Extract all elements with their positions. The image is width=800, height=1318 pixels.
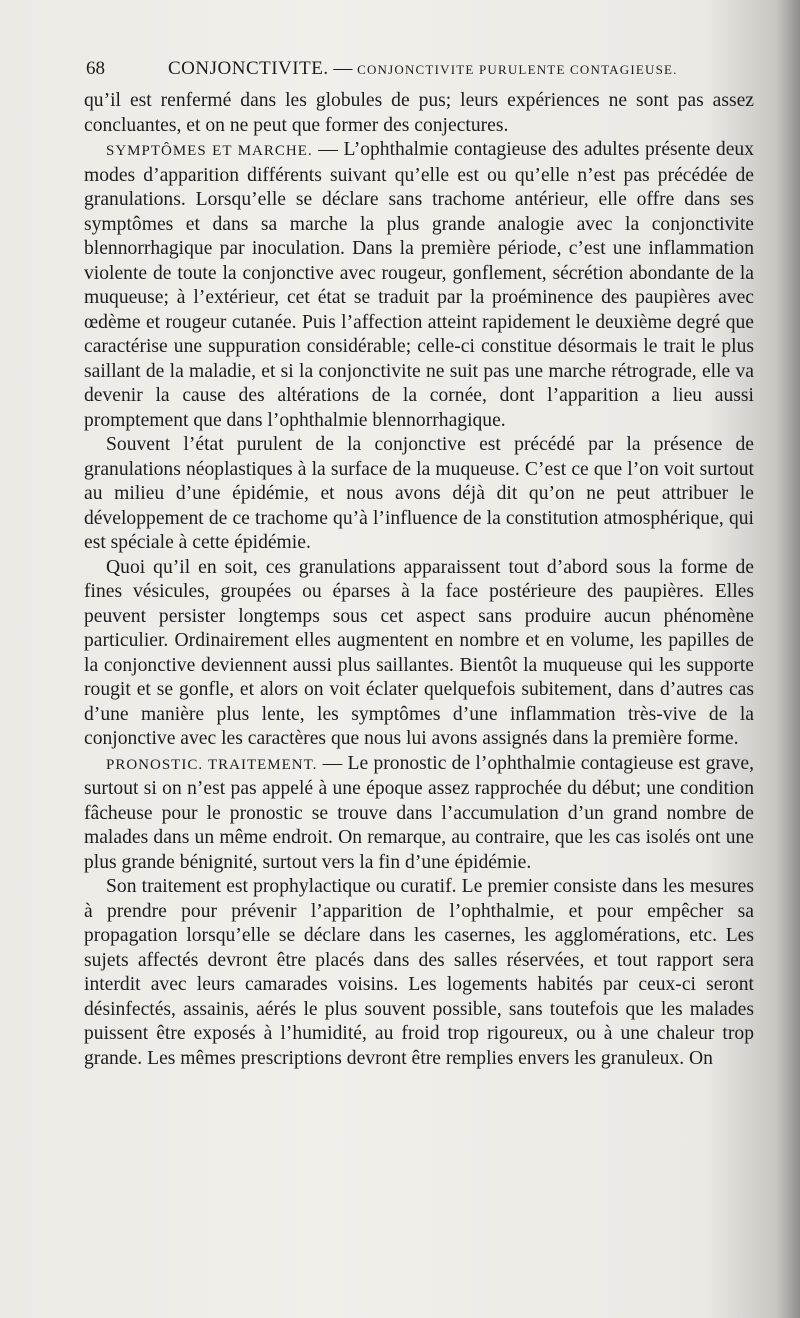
paragraph	[84, 138, 754, 433]
header-dash: —	[333, 58, 353, 79]
section-heading: PRONOSTIC. TRAITEMENT.	[106, 756, 318, 773]
page-number: 68	[86, 58, 105, 79]
running-header	[86, 58, 756, 80]
body-text	[84, 89, 754, 1071]
paragraph-text: qu’il est renfermé dans les globules de pus; leurs expériences ne sont pas assez concluantes, et on ne peut que former des conjectures.	[84, 90, 754, 136]
paragraph-text: Souvent l’état purulent de la conjonctive est précédé par la présence de granulations néoplastiques à la surface de la muqueuse. C’est ce que l’on voit surtout au milieu d’une épidémie, et nous avons déjà dit qu’on ne peut attribuer le développement de ce trachome qu’à l’influence de la constitution atmosphérique, qui est spéciale à cette épidémie.	[84, 434, 754, 553]
paragraph-text: — Le pronostic de l’ophthalmie contagieuse est grave, surtout si on n’est pas appelé à une époque assez rapprochée du début; une condition fâcheuse pour le pronostic se trouve dans l’accumulation d’un grand nombre de malades dans un même endroit. On remarque, au contraire, que les cas isolés ont une plus grande bénignité, surtout vers la fin d’une épidémie.	[84, 752, 754, 873]
paragraph	[84, 433, 754, 556]
paragraph	[84, 875, 754, 1071]
section-heading: SYMPTÔMES ET MARCHE.	[106, 143, 313, 159]
paragraph-text: Son traitement est prophylactique ou curatif. Le premier consiste dans les mesures à prendre pour prévenir l’apparition de l’ophthalmie, et pour empêcher sa propagation lorsqu’elle se déclare dans les casernes, les agglomérations, etc. Les sujets affectés devront être placés dans des salles réservées, et tout rapport sera interdit avec leurs camarades voisins. Les logements habités par ceux-ci seront désinfectés, assainis, aérés le plus souvent possible, sans toutefois que les malades puissent être exposés à l’humidité, au froid trop rigoureux, ou à une chaleur trop grande. Les mêmes prescriptions devront être remplies envers les granuleux. On	[84, 876, 754, 1069]
paragraph	[84, 556, 754, 752]
chapter-title: CONJONCTIVITE.	[168, 58, 329, 79]
paragraph-text: — L’ophthalmie contagieuse des adultes présente deux modes d’apparition différents suivant qu’elle est ou qu’elle n’est pas précédée de granulations. Lorsqu’elle se déclare sans trachome antérieur, elle offre dans ses symptômes et dans sa marche la plus grande analogie avec la conjonctivite blennorrhagique par inoculation. Dans la première période, c’est une inflammation violente de toute la conjonctive avec rougeur, gonflement, sécrétion abondante de la muqueuse; à l’extérieur, cet état se traduit par la proéminence des paupières avec œdème et rougeur cutanée. Puis l’affection atteint rapidement le deuxième degré que caractérise une suppuration considérable; celle-ci constitue désormais le trait le plus saillant de la maladie, et si la conjonctivite ne suit pas une marche rétrograde, elle va devenir la cause des altérations de la cornée, dont l’apparition a lieu aussi promptement que dans l’ophthalmie blennorrhagique.	[84, 139, 755, 431]
section-subtitle: CONJONCTIVITE PURULENTE CONTAGIEUSE.	[357, 62, 678, 77]
paragraph	[84, 752, 754, 876]
paragraph	[84, 89, 754, 138]
paragraph-text: Quoi qu’il en soit, ces granulations apparaissent tout d’abord sous la forme de fines vésicules, groupées ou éparses à la face postérieure des paupières. Elles peuvent persister longtemps sous cet aspect sans produire aucun phénomène particulier. Ordinairement elles augmentent en nombre et en volume, les papilles de la conjonctive deviennent aussi plus saillantes. Bientôt la muqueuse qui les supporte rougit et se gonfle, et alors on voit éclater quelquefois subitement, dans d’autres cas d’une manière plus lente, les symptômes d’une inflammation très-vive de la conjonctive avec les caractères que nous lui avons assignés dans la première forme.	[84, 556, 754, 749]
